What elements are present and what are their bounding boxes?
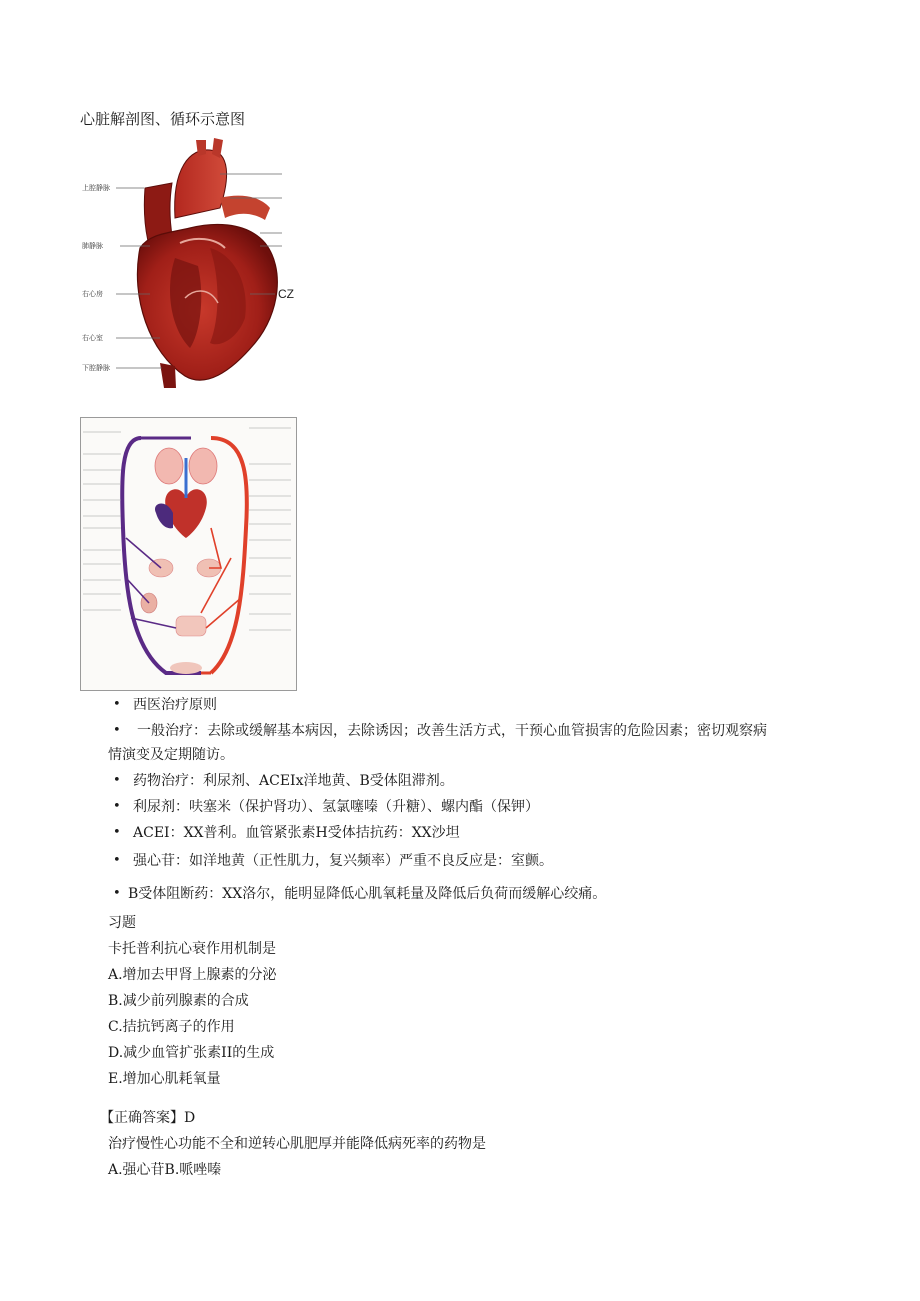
bullet-item-general-treatment: 一般治疗：去除或缓解基本病因，去除诱因；改善生活方式，干预心血管损害的危险因素；密切观察病 xyxy=(137,723,767,739)
heart-marker-label: CZ xyxy=(278,287,294,301)
question-1-option-d: D.减少血管扩张素II的生成 xyxy=(108,1045,275,1061)
bullet-item-cardiac-glycosides: 强心苷：如洋地黄（正性肌力，复兴频率）严重不良反应是：室颤。 xyxy=(133,853,553,869)
question-2-options: A.强心苷B.哌唑嗪 xyxy=(108,1162,222,1178)
bullet-dot: • xyxy=(113,773,121,788)
bullet-dot: • xyxy=(113,697,121,712)
question-1-option-e: E.增加心肌耗氧量 xyxy=(108,1071,221,1087)
question-1-answer: 【正确答案】D xyxy=(100,1110,196,1126)
heart-anatomy-image xyxy=(80,138,300,390)
exercise-title: 习题 xyxy=(108,915,136,931)
heart-label-pulmonary-vein: 肺静脉 xyxy=(82,242,103,250)
heart-label-right-ventricle: 右心室 xyxy=(82,334,103,342)
heart-label-right-atrium: 右心房 xyxy=(82,290,103,298)
section-heading: 心脏解剖图、循环示意图 xyxy=(80,110,246,128)
bullet-dot: • xyxy=(113,825,121,840)
bullet-item-general-treatment-cont: 情演变及定期随访。 xyxy=(108,747,234,763)
question-1-option-c: C.拮抗钙离子的作用 xyxy=(108,1019,235,1035)
bullet-dot: • xyxy=(113,723,121,738)
question-1-text: 卡托普利抗心衰作用机制是 xyxy=(108,941,276,957)
heart-label-ivc: 下腔静脉 xyxy=(82,364,110,372)
bullet-dot: • xyxy=(113,886,121,901)
circulation-diagram-image xyxy=(80,417,297,691)
bullet-dot: • xyxy=(113,799,121,814)
heart-label-svc: 上腔静脉 xyxy=(82,184,110,192)
question-1-option-b: B.减少前列腺素的合成 xyxy=(108,993,249,1009)
bullet-dot: • xyxy=(113,853,121,868)
bullet-item-diuretics: 利尿剂：呋塞米（保护肾功）、氢氯噻嗪（升糖）、螺内酯（保钾） xyxy=(133,799,539,815)
bullet-item-western-principles: 西医治疗原则 xyxy=(133,697,217,713)
bullet-item-drug-treatment: 药物治疗：利尿剂、ACEIx洋地黄、B受体阻滞剂。 xyxy=(133,773,454,789)
bullet-item-beta-blockers: B受体阻断药：XX洛尔，能明显降低心肌氧耗量及降低后负荷而缓解心绞痛。 xyxy=(128,886,607,902)
question-2-text: 治疗慢性心功能不全和逆转心肌肥厚并能降低病死率的药物是 xyxy=(108,1136,486,1152)
question-1-option-a: A.增加去甲肾上腺素的分泌 xyxy=(108,967,277,983)
bullet-item-acei: ACEI：XX普利。血管紧张素H受体拮抗药：XX沙坦 xyxy=(133,825,460,841)
